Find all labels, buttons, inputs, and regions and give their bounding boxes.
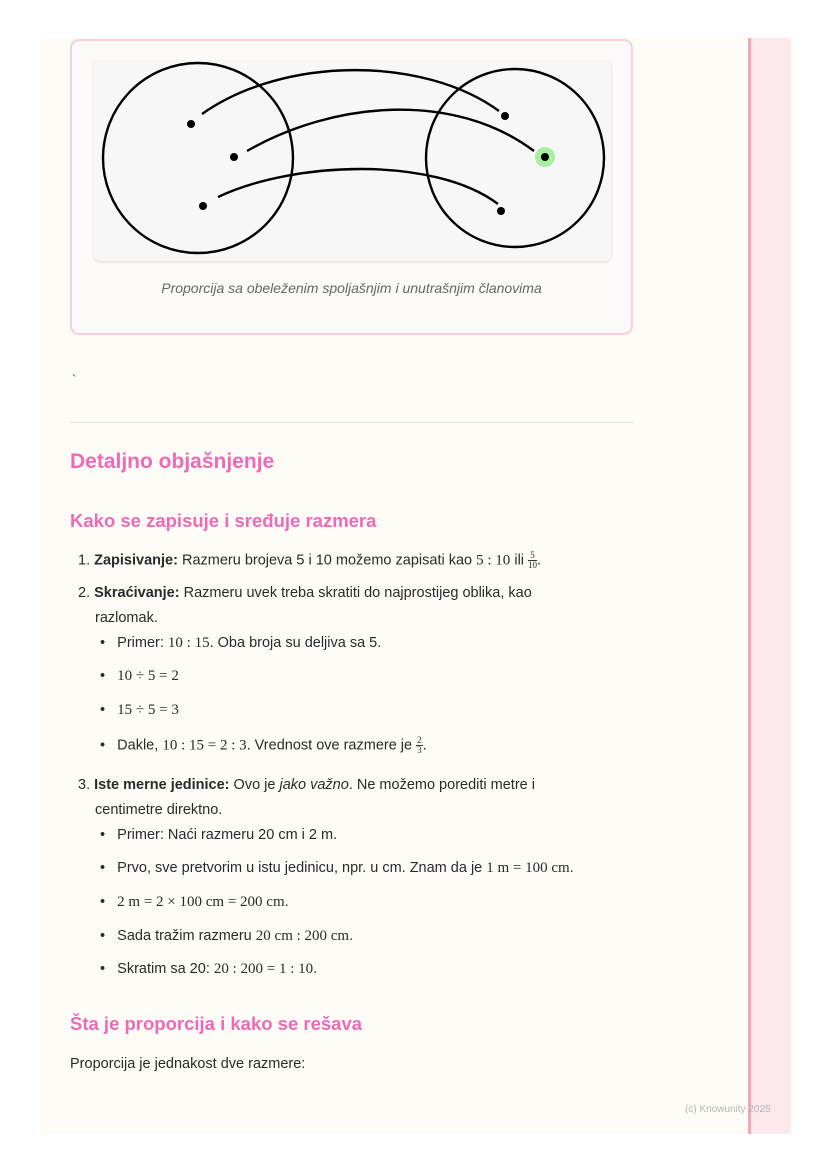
bullet-example-20cm-2m: • Primer: Naći razmeru 20 cm i 2 m.: [100, 827, 338, 843]
stray-tick: `: [72, 372, 77, 387]
bullet-convert-units: • Prvo, sve pretvorim u istu jedinicu, npr. u cm. Znam da je 1 m = 100 cm.: [100, 860, 574, 876]
proportion-intro: Proporcija je jednakost dve razmere:: [70, 1056, 306, 1072]
side-margin-rail: [748, 38, 791, 1134]
dot-right-bottom: [497, 207, 505, 215]
dot-right-top: [501, 112, 509, 120]
list-item-simplifying: 2. Skraćivanje: Razmeru uvek treba skratiti do najprostijeg oblika, kao: [78, 585, 532, 601]
arc-middle: [247, 110, 534, 151]
bullet-reduce-by-20: • Skratim sa 20: 20 : 200 = 1 : 10.: [100, 961, 318, 977]
figure-caption: Proporcija sa obeleženim spoljašnjim i unutrašnjim članovima: [161, 280, 542, 296]
dot-left-bottom: [199, 202, 207, 210]
list-item-simplifying-cont: razlomak.: [95, 610, 158, 626]
arc-outer-bottom: [218, 169, 498, 204]
bullet-10-div-5: • 10 ÷ 5 = 2: [100, 668, 179, 684]
list-item-units: 3. Iste merne jedinice: Ovo je jako važno. Ne možemo porediti metre i: [78, 777, 535, 793]
left-circle: [103, 63, 293, 253]
proportion-diagram: [94, 61, 611, 261]
heading-detailed-explanation: Detaljno objašnjenje: [70, 450, 275, 473]
label-writing: Zapisivanje:: [94, 552, 178, 569]
label-simplifying: Skraćivanje:: [94, 585, 180, 601]
bullet-conclusion-2-3: • Dakle, 10 : 15 = 2 : 3. Vrednost ove razmere je $\frac{2}{3}$ .: [100, 735, 427, 755]
list-item-writing: 1. Zapisivanje: Razmeru brojeva 5 i 10 možemo zapisati kao 5 : 10 ili $\frac{5}{10}$ .: [78, 550, 542, 570]
right-circle: [426, 69, 604, 247]
fraction-2-3: $\frac{2}{3}$: [417, 735, 422, 755]
bullet-example-10-15: • Primer: 10 : 15. Oba broja su deljiva sa 5.: [100, 635, 382, 651]
dot-right-middle: [541, 153, 549, 161]
bullet-ratio-20-200: • Sada tražim razmeru 20 cm : 200 cm.: [100, 928, 354, 944]
footer-copyright: (c) Knowunity 2025: [685, 1104, 771, 1115]
fraction-5-10: $\frac{5}{10}$: [528, 550, 538, 570]
horizontal-divider: [70, 422, 633, 423]
heading-proportion: Šta je proporcija i kako se rešava: [70, 1013, 363, 1034]
dot-left-top: [187, 120, 195, 128]
dot-left-middle: [230, 153, 238, 161]
figure-card: [70, 39, 633, 335]
bullet-2m-to-cm: • 2 m = 2 × 100 cm = 200 cm.: [100, 894, 289, 910]
list-item-units-cont: centimetre direktno.: [95, 802, 223, 818]
bullet-15-div-5: • 15 ÷ 5 = 3: [100, 702, 179, 718]
emphasis-important: jako važno: [279, 777, 349, 793]
heading-ratio-writing: Kako se zapisuje i sređuje razmera: [70, 510, 377, 531]
label-units: Iste merne jedinice:: [94, 777, 230, 793]
